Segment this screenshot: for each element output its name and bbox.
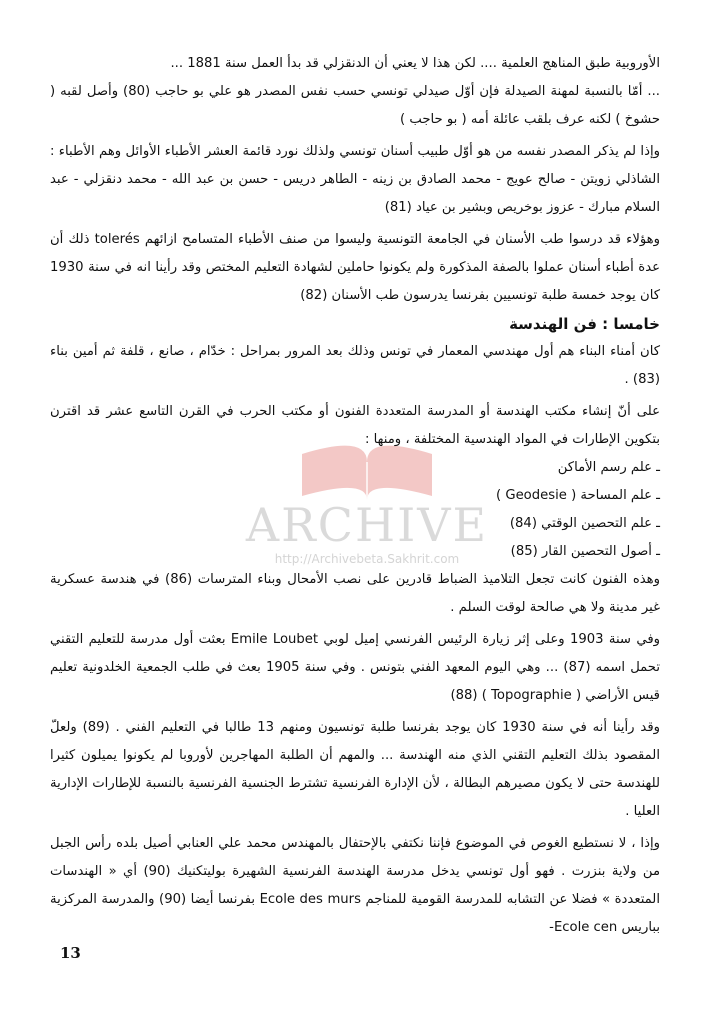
- watermark-title: ARCHIVE: [245, 498, 489, 552]
- paragraph-2: ... أمّا بالنسبة لمهنة الصيدلة فإن أوّل صيدلي تونسي حسب نفس المصدر هو علي بو حاجب (80) وأصل لقبه ( حشوخ ) لكنه عرف بلقب عائلة أمه ( بو حاجب ): [50, 84, 660, 127]
- paragraph-9: وقد رأينا أنه في سنة 1930 كان يوجد بفرنسا طلبة تونسيون ومنهم 13 طالبا في التعليم الفني . (89) ولعلّ المقصود بذلك التعليم التقني الذي منه الهندسة ... والمهم أن الطلبة المهاجرين لأوروبا لم يكونوا يميلون كثيرا للهندسة حتى لا يكون مصيرهم البطالة ، لأن الإدارة الفرنسية تشترط الجنسية الفرنسية بالنسبة للإطارات الإدارية العليا .: [50, 720, 660, 819]
- watermark-url: http://Archivebeta.Sakhrit.com: [274, 552, 460, 566]
- section-heading: خامسا : فن الهندسة: [509, 315, 660, 333]
- list-item: ـ علم رسم الأماكن: [557, 460, 660, 475]
- paragraph-3: وإذا لم يذكر المصدر نفسه من هو أوّل طبيب أسنان تونسي ولذلك نورد قائمة العشر الأطباء الأوائل وهم الأطباء : الشاذلي زويتن - صالح عويج - محمد الصادق بن زينه - الطاهر دريس - حسن بن عبد الله - محمد دنقزلي - عبد السلام مبارك - عزوز بوخريص وبشير بن عياد (81): [50, 144, 660, 215]
- paragraph-8: وفي سنة 1903 وعلى إثر زيارة الرئيس الفرنسي إميل لوبي Emile Loubet بعثت أول مدرسة للتعليم التقني تحمل اسمه (87) ... وهي اليوم المعهد الفني بتونس . وفي سنة 1905 بعث في طلب الجمعية الخلدونية تعليم قيس الأراضي ( Topographie ) (88): [50, 632, 660, 703]
- page-body: [50, 50, 660, 942]
- list-item: ـ أصول التحصين القار (85): [510, 544, 660, 559]
- paragraph-10: وإذا ، لا نستطيع الغوص في الموضوع فإننا نكتفي بالإحتفال بالمهندس محمد علي العنابي أصيل بلده رأس الجبل من ولاية بنزرت . فهو أول تونسي يدخل مدرسة الهندسة الفرنسية الشهيرة بوليتكنيك (90) أي « الهندسات المتعددة » فضلا عن التشابه للمدرسة القومية للمناجم Ecole des murs بفرنسا أيضا (90) والمدرسة المركزية بباريس Ecole cen-: [50, 836, 661, 935]
- paragraph-4: وهؤلاء قد درسوا طب الأسنان في الجامعة التونسية وليسوا من صنف الأطباء المتسامح ازائهم tolerés ذلك أن عدة أطباء أسنان عملوا بالصفة المذكورة ولم يكونوا حاملين لشهادة التعليم المختص وقد رأينا انه في سنة 1930 كان يوجد خمسة طلبة تونسيين بفرنسا يدرسون طب الأسنان (82): [50, 232, 660, 303]
- list-item: ـ علم المساحة ( Geodesie ): [496, 488, 660, 503]
- paragraph-6: على أنّ إنشاء مكتب الهندسة أو المدرسة المتعددة الفنون أو مكتب الحرب في القرن التاسع عشر قد اقترن بتكوين الإطارات في المواد الهندسية المختلفة ، ومنها :: [50, 404, 660, 447]
- paragraph-5: كان أمناء البناء هم أول مهندسي المعمار في تونس وذلك بعد المرور بمراحل : خدّام ، صانع ، قلفة ثم أمين بناء (83) .: [50, 344, 660, 387]
- list-item: ـ علم التحصين الوقتي (84): [509, 516, 660, 531]
- paragraph-7: وهذه الفنون كانت تجعل التلاميذ الضباط قادرين على نصب الأمحال وبناء المترسات (86) في هندسة عسكرية غير مدينة ولا هي صالحة لوقت السلم .: [50, 572, 660, 615]
- page-number: 13: [60, 944, 81, 962]
- paragraph-1: الأوروبية طبق المناهج العلمية .... لكن هذا لا يعني أن الدنقزلي قد بدأ العمل سنة 1881 ...: [170, 56, 660, 71]
